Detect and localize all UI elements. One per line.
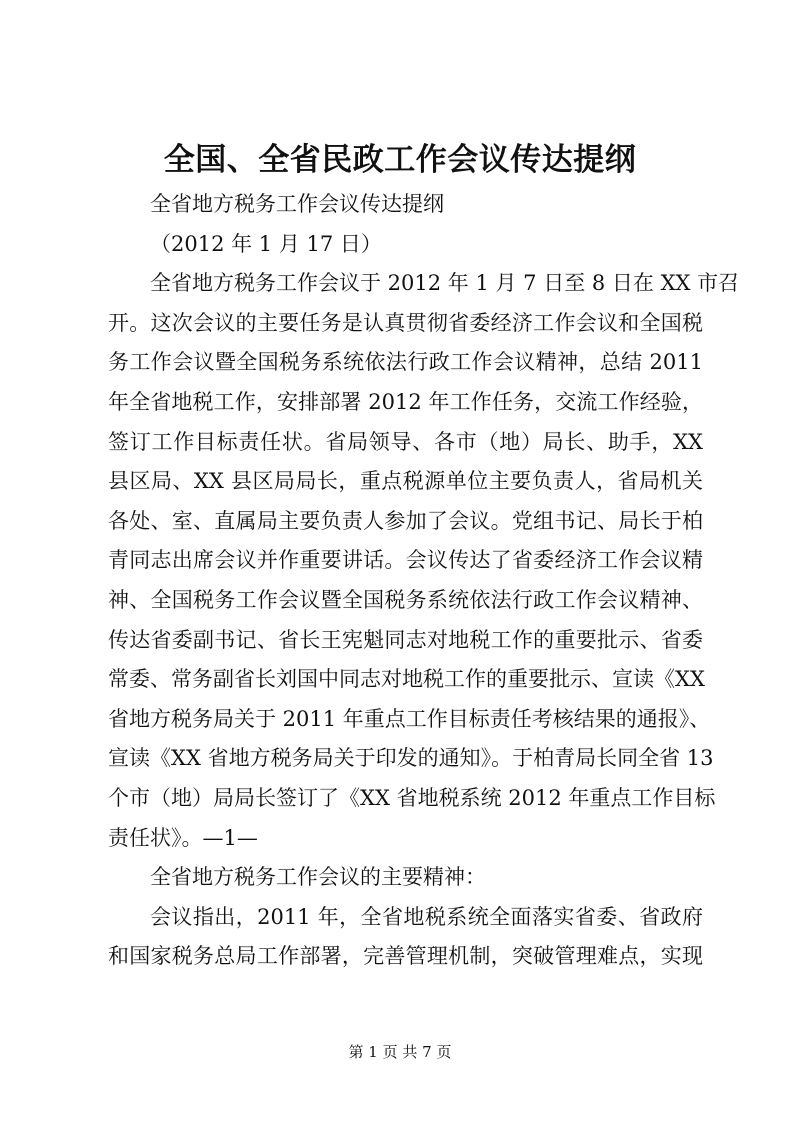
paragraph-line: 会议指出，2011 年，全省地税系统全面落实省委、省政府	[150, 904, 703, 929]
paragraph-line: 年全省地税工作，安排部署 2012 年工作任务，交流工作经验，	[108, 389, 703, 414]
paragraph-line: 青同志出席会议并作重要讲话。会议传达了省委经济工作会议精	[108, 548, 703, 573]
paragraph-line: 常委、常务副省长刘国中同志对地税工作的重要批示、宣读《XX	[108, 667, 705, 692]
paragraph-line: 个市（地）局局长签订了《XX 省地税系统 2012 年重点工作目标	[108, 785, 716, 810]
paragraph-line: 省地方税务局关于 2011 年重点工作目标责任考核结果的通报》、	[108, 706, 711, 731]
paragraph-line: 各处、室、直属局主要负责人参加了会议。党组书记、局长于柏	[108, 508, 703, 533]
paragraph-line: 神、全国税务工作会议暨全国税务系统依法行政工作会议精神、	[108, 587, 703, 612]
page-number: 第 1 页 共 7 页	[348, 1043, 452, 1061]
date-line: （2012 年 1 月 17 日）	[150, 231, 382, 256]
paragraph-line: 和国家税务总局工作部署，完善管理机制，突破管理难点，实现	[108, 944, 703, 969]
page-title: 全国、全省民政工作会议传达提纲	[163, 142, 637, 178]
paragraph-line: 务工作会议暨全国税务系统依法行政工作会议精神，总结 2011	[108, 350, 703, 375]
paragraph-line: 签订工作目标责任状。省局领导、各市（地）局长、助手，XX	[108, 429, 703, 454]
subtitle-line: 全省地方税务工作会议传达提纲	[150, 192, 444, 216]
paragraph-line: 开。这次会议的主要任务是认真贯彻省委经济工作会议和全国税	[108, 310, 703, 335]
document-body	[108, 185, 740, 977]
paragraph-line: 县区局、XX 县区局局长，重点税源单位主要负责人，省局机关	[108, 469, 703, 494]
paragraph-line: 全省地方税务工作会议于 2012 年 1 月 7 日至 8 日在 XX 市召	[150, 271, 740, 296]
section-heading: 全省地方税务工作会议的主要精神：	[150, 865, 486, 890]
paragraph-line: 宣读《XX 省地方税务局关于印发的通知》。于柏青局长同全省 13	[108, 746, 714, 771]
paragraph-line: 传达省委副书记、省长王宪魁同志对地税工作的重要批示、省委	[108, 627, 703, 652]
paragraph-last-line: 责任状》。—1—	[108, 825, 258, 850]
